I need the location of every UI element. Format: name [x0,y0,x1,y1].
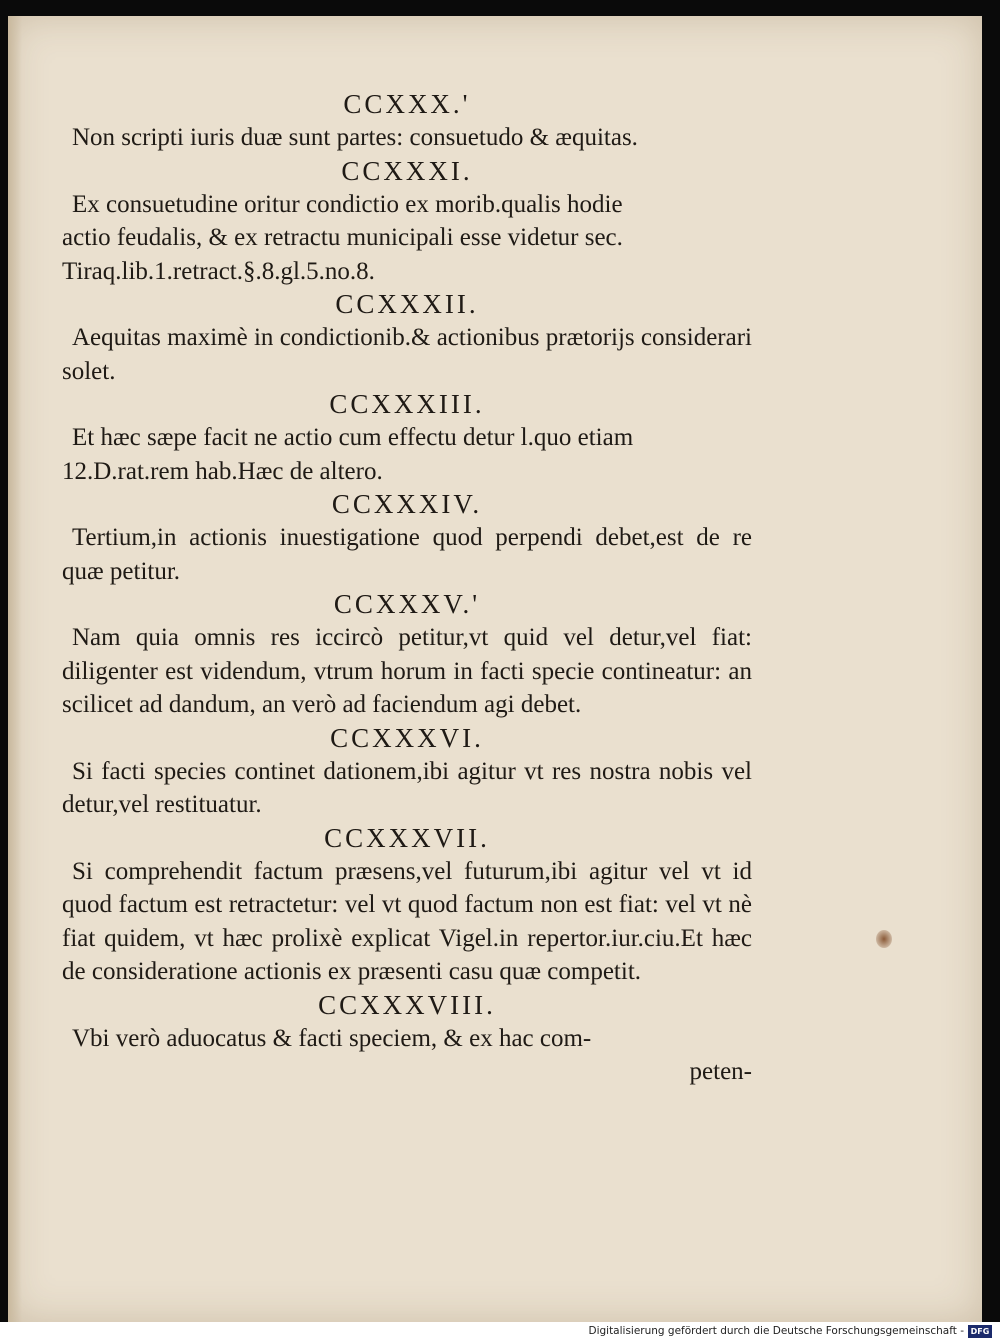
section-text-line: 12.D.rat.rem hab.Hæc de altero. [62,457,383,485]
section-text: Si facti species continet dationem,ibi agitur vt res nostra nobis vel detur,vel restituatur. [62,757,752,818]
section-text-line: Ex consuetudine oritur condictio ex morib.qualis hodie [72,190,623,218]
section-number: CCXXXV.' [333,589,481,619]
page-gutter-shadow [8,16,22,1322]
section-text: Vbi verò aduocatus & facti speciem, & ex hac com- [72,1024,592,1052]
dfg-logo-icon: DFG [968,1325,992,1338]
section-text: Si comprehendit factum præsens,vel futurum,ibi agitur vel vt id quod factum est retractetur: vel vt quod factum non est fiat: vel vt nè fiat quidem, vt hæc prolixè explicat Vigel.in repertor.iur.ciu.Et hæc de consideratione actionis ex præsenti casu quæ competit. [62,857,752,985]
section-number: CCXXXVIII. [318,989,496,1020]
section-number: CCXXXIV. [331,489,483,519]
section-number: CCXXXVII. [324,822,490,853]
catchword: peten- [689,1058,752,1085]
section-text: Non scripti iuris duæ sunt partes: consuetudo & æquitas. [72,124,638,151]
section-number: CCXXXI. [341,155,473,186]
section-text: Nam quia omnis res iccircò petitur,vt quid vel detur,vel fiat: diligenter est videndum, vtrum horum in facti specie contineatur: an scilicet ad dandum, an verò ad faciendum agi debet. [62,624,752,718]
footer-bar [0,1322,1000,1342]
section-text-line: Tiraq.lib.1.retract.§.8.gl.5.no.8. [62,257,375,285]
section-number: CCXXXII. [335,289,479,319]
section-text-line: Et hæc sæpe facit ne actio cum effectu detur l.quo etiam [72,424,634,451]
ink-stain [876,930,892,948]
section-number: CCXXXIII. [329,389,485,419]
section-text: Tertium,in actionis inuestigatione quod perpendi debet,est de re quæ petitur. [62,524,752,585]
section-text: Aequitas maximè in condictionib.& actionibus prætorijs considerari solet. [62,324,752,385]
section-number: CCXXX.' [343,89,471,119]
page-text [62,88,752,1089]
funding-notice: Digitalisierung gefördert durch die Deutsche Forschungsgemeinschaft - [588,1325,964,1337]
section-number: CCXXXVI. [330,722,484,753]
section-text-line: actio feudalis, & ex retractu municipali esse videtur sec. [62,224,623,251]
